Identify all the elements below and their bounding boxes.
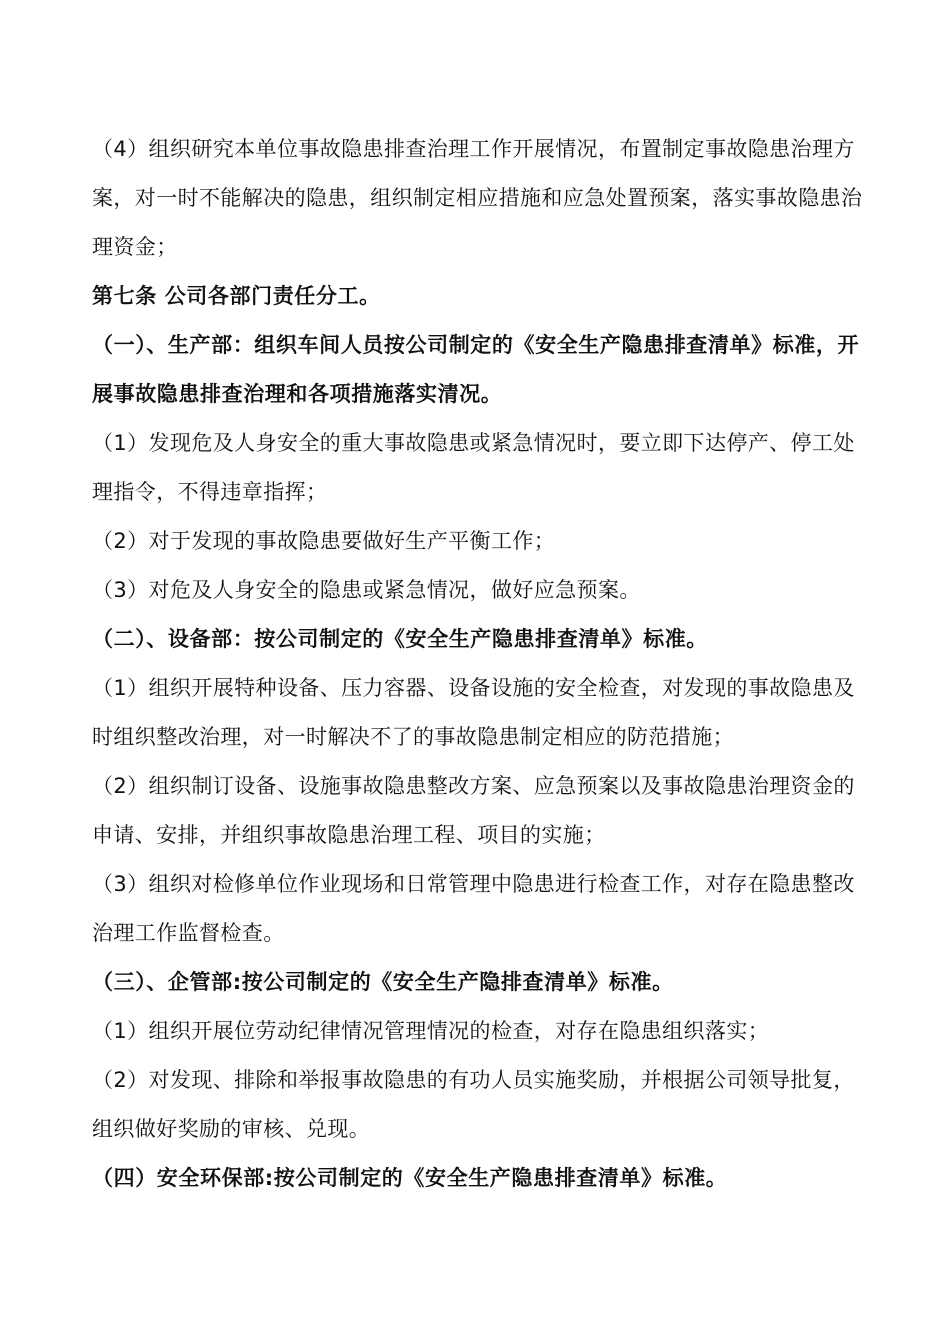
- section-equipment-heading: （二）、设备部：按公司制定的《安全生产隐患排查清单》标准。: [92, 627, 708, 651]
- section-management-heading: （三）、企管部:按公司制定的《安全生产隐排查清单》标准。: [92, 970, 674, 994]
- article-7-heading: 第七条 公司各部门责任分工。: [92, 284, 381, 308]
- production-item-3: （3）对危及人身安全的隐患或紧急情况，做好应急预案。: [92, 578, 641, 602]
- production-item-1: （1）发现危及人身安全的重大事故隐患或紧急情况时，要立即下达停产、停工处理指令，不得违章指挥；: [92, 431, 855, 504]
- paragraph-item-4-funds: （4）组织研究本单位事故隐患排查治理工作开展情况，布置制定事故隐患治理方案，对一时不能解决的隐患，组织制定相应措施和应急处置预案，落实事故隐患治理资金；: [92, 137, 863, 259]
- management-item-1: （1）组织开展位劳动纪律情况管理情况的检查，对存在隐患组织落实；: [92, 1019, 770, 1043]
- section-production-heading: （一）、生产部：组织车间人员按公司制定的《安全生产隐患排查清单》标准，开展事故隐患排查治理和各项措施落实清况。: [92, 333, 860, 406]
- equipment-item-2: （2）组织制订设备、设施事故隐患整改方案、应急预案以及事故隐患治理资金的申请、安排，并组织事故隐患治理工程、项目的实施；: [92, 774, 855, 847]
- section-safety-env-heading: （四）安全环保部:按公司制定的《安全生产隐患排查清单》标准。: [92, 1166, 728, 1190]
- equipment-item-3: （3）组织对检修单位作业现场和日常管理中隐患进行检查工作，对存在隐患整改治理工作监督检查。: [92, 872, 855, 945]
- management-item-2: （2）对发现、排除和举报事故隐患的有功人员实施奖励，并根据公司领导批复，组织做好奖励的审核、兑现。: [92, 1068, 855, 1141]
- production-item-2: （2）对于发现的事故隐患要做好生产平衡工作；: [92, 529, 556, 553]
- document-page: [92, 125, 872, 1203]
- equipment-item-1: （1）组织开展特种设备、压力容器、设备设施的安全检查，对发现的事故隐患及时组织整改治理，对一时解决不了的事故隐患制定相应的防范措施；: [92, 676, 855, 749]
